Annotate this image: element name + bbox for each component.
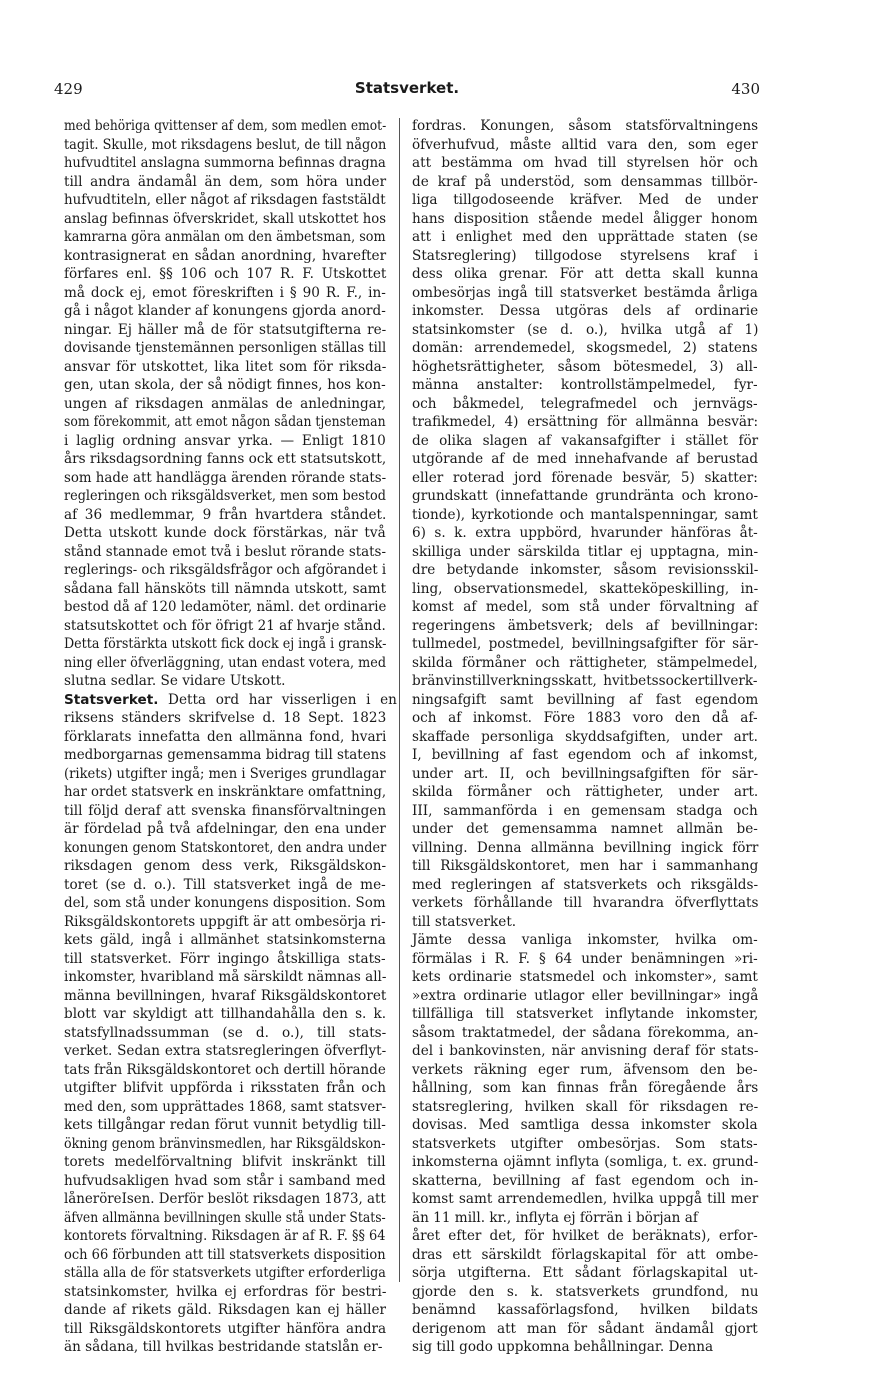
text-line: grundskatt (innefattande grundränta och krono-	[412, 488, 759, 504]
text-line: höghetsrättigheter, såsom bötesmedel, 3) all-	[412, 358, 758, 375]
text-line: I, bevillning af fast egendom och af inkomst,	[412, 747, 758, 763]
text-line: statsutskottet och för öfrigt 21 af hvarje stånd.	[64, 617, 386, 634]
text-line: kamrarna göra anmälan om den ämbetsman, som	[64, 229, 386, 245]
text-line: regleringen och riksgäldsverket, men som bestod	[64, 488, 386, 504]
text-line: kets tillgångar redan förut vunnit betydlig till-	[64, 1117, 386, 1133]
text-line: till följd deraf att svenska finansförvaltningen	[64, 802, 387, 819]
page-header	[54, 80, 760, 100]
text-line: året efter det, för hvilket de beräknats), erfor-	[412, 1228, 758, 1244]
text-line: än sådana, till hvilkas bestridande statslån er-	[64, 1339, 383, 1355]
text-line: ling, observationsmedel, skatteköpeskilling, in-	[412, 580, 759, 597]
text-line: benämnd kassaförlagsfond, hvilken bildats	[412, 1302, 758, 1318]
text-line: skilliga under särskilda titlar ej upptagna, min-	[412, 543, 759, 560]
text-line: ungen af riksdagen anmälas de anledningar,	[64, 395, 387, 412]
text-line: och 66 förbunden att till statsverkets disposition	[64, 1246, 386, 1263]
text-line: villning. Denna allmänna bevillning ingick förr	[412, 839, 759, 856]
text-line: tats från Riksgäldskontoret och dertill hörande	[64, 1061, 386, 1078]
text-line: reglerings- och riksgäldsfrågor och afgörandet i	[64, 562, 387, 578]
text-line: sig till godo uppkomna behållningar. Denna	[412, 1339, 714, 1355]
text-line: som förekommit, att emot någon sådan tjensteman	[64, 414, 386, 430]
text-line: att i enlighet med den upprättade staten (se	[412, 229, 758, 245]
text-line: med behöriga qvittenser af dem, som medlen emot-	[64, 118, 387, 134]
text-line: verkets räkning eger rum, äfvensom den be-	[412, 1061, 758, 1078]
text-line: ställa alla de för statsverkets utgifter erforderliga	[64, 1265, 386, 1281]
text-line: under det gemensamma namnet allmän be-	[412, 821, 758, 837]
text-line: sådana fall hänsköts till nämnda utskott, samt	[64, 580, 387, 597]
text-line: dras ett särskildt förlagskapital för att ombe-	[412, 1246, 759, 1263]
text-line: toret (se d. o.). Till statsverket ingå de me-	[64, 876, 386, 893]
text-line: statsreglering, hvilken skall för riksdagen re-	[412, 1098, 759, 1115]
text-line: ning eller öfverläggning, utan endast votera, med	[64, 654, 386, 671]
text-line: hållning, som kan finnas från föregående års	[412, 1080, 759, 1096]
text-line: statsverkets utgifter ombesörjas. Som stats-	[412, 1135, 758, 1152]
text-line: att bestämma om hvad till styrelsen hör och	[412, 155, 759, 171]
text-line: ningsafgift samt bevillning af fast egendom	[412, 691, 759, 708]
text-line: till Riksgäldskontoret, men har i sammanhang	[412, 858, 759, 874]
text-line: dande af rikets gäld. Riksdagen kan ej häller	[64, 1302, 386, 1318]
text-line: III, sammanförda i en gemensam stadga och	[412, 802, 758, 819]
text-line: under art. II, och bevillningsafgiften för sär-	[412, 765, 759, 782]
text-line: derigenom att man för sådant ändamål gjort	[412, 1320, 758, 1337]
text-line: till Riksgäldskontorets utgifter hänföra andra	[64, 1320, 387, 1337]
text-line: med den, som upprättades 1868, samt statsver-	[64, 1098, 387, 1115]
text-line: skaffade personliga skyddsafgiften, under art.	[412, 728, 758, 745]
text-line: liga tillgodoseende kräfver. Med de under	[412, 192, 759, 208]
text-line: (rikets) utgifter ingå; men i Sveriges grundlagar	[64, 765, 386, 782]
text-line: gen, utan skola, der så nödigt finnes, hos kon-	[64, 377, 386, 393]
text-line: skilda förmåner och rättigheter, under art.	[412, 784, 759, 800]
text-line: gjorde den s. k. statsverkets grundfond, nu	[412, 1283, 759, 1300]
text-line: statsfyllnadssumman (se d. o.), till stats-	[64, 1024, 387, 1041]
text-line: äfven allmänna bevillningen skulle stå under Stats-	[64, 1209, 386, 1226]
text-line: är fördelad på två afdelningar, den ena under	[64, 821, 386, 837]
text-line: skilda förmåner och rättigheter, stämpelmedel,	[412, 654, 758, 671]
text-line: del, som stå under konungens disposition. Som	[64, 895, 386, 911]
text-line: komst samt arrendemedlen, hvilka uppgå till mer	[412, 1191, 759, 1207]
text-line: och båkmedel, telegrafmedel och jernvägs-	[412, 395, 758, 412]
text-line: trafikmedel, 4) ersättning för allmänna besvär:	[412, 414, 759, 430]
text-line: bestod då af 120 ledamöter, näml. det ordinarie	[64, 599, 387, 615]
text-line: kontorets förvaltning. Riksdagen är af R. F. §§ 64	[64, 1228, 386, 1244]
text-line: domän: arrendemedel, skogsmedel, 2) statens	[412, 340, 758, 356]
text-line: stånd stannade emot två i beslut rörande stats-	[64, 543, 386, 560]
text-line: de kraf på understöd, som densammas tillbör-	[412, 173, 758, 190]
text-line: sörja utgifterna. Ett sådant förlagskapital ut-	[412, 1265, 758, 1281]
text-line: kets gäld, ingå i allmänhet statsinkomsterna	[64, 932, 386, 948]
text-line: inkomsterna ojämnt inflyta (somliga, t. ex. grund-	[412, 1154, 759, 1170]
text-line: komst af medel, som stå under förvaltning af	[412, 599, 758, 615]
text-line: tionde), kyrkotionde och mantalspenningar, samt	[412, 506, 758, 523]
text-line: i laglig ordning ansvar yrka. — Enligt 1810	[64, 432, 386, 449]
text-line: öfverhufvud, måste alltid vara den, som eger	[412, 136, 758, 153]
left-column	[64, 117, 397, 1357]
text-line: inkomster. Dessa utgöras dels af ordinarie	[412, 303, 759, 319]
text-line: utgifter blifvit uppförda i riksstaten från och	[64, 1080, 386, 1096]
text-line: torets medelförvaltning blifvit inskränkt till	[64, 1154, 386, 1170]
text-line: till statsverket.	[412, 913, 517, 930]
text-line: verket. Sedan extra statsregleringen öfverflyt-	[64, 1043, 387, 1059]
text-line: med regleringen af statsverkets och riksgälds-	[412, 876, 759, 893]
text-line: riksdagen genom dess verk, Riksgäldskon-	[64, 858, 387, 874]
text-line: ningar. Ej häller må de för statsutgifterna re-	[64, 321, 387, 338]
text-line: ökning genom bränvinsmedlen, har Riksgäldskon-	[64, 1135, 386, 1152]
entry-headword: Statsverket.	[64, 691, 159, 708]
text-line: förmälas i R. F. § 64 under benämningen »ri-	[412, 950, 758, 967]
text-line: regeringens ämbetsverk; dels af bevillningar:	[412, 617, 759, 634]
page-number-right: 430	[731, 80, 760, 98]
text-line: förfares enl. §§ 106 och 107 R. F. Utskottet	[64, 266, 387, 282]
text-line: som hade att handlägga ärenden rörande stats-	[64, 469, 387, 486]
text-line: Statsverket. Detta ord har visserligen i en	[64, 691, 397, 708]
text-line: till andra ändamål än dem, som höra under	[64, 173, 387, 190]
text-line: konungen genom Statskontoret, den andra under	[64, 839, 387, 856]
text-line: hufvudtiteln, eller något af riksdagen faststäldt	[64, 192, 386, 208]
text-line: männa bevillningen, hvaraf Riksgäldskontoret	[64, 987, 387, 1004]
text-line: års riksdagsordning fanns ock ett statsutskott,	[64, 451, 387, 467]
text-line: verkets förhållande till hvarandra öfverflyttats	[412, 895, 759, 911]
text-line: dess olika grenar. För att detta skall kunna	[412, 266, 759, 282]
text-line: tullmedel, postmedel, bevillningsafgifter för sär-	[412, 636, 759, 652]
text-line: statsinkomster, hvilka ej erfordras för bestri-	[64, 1283, 387, 1300]
text-line: »extra ordinarie utlagor eller bevillningar» ingå	[412, 987, 759, 1004]
text-line: fordras. Konungen, såsom statsförvaltningens	[412, 118, 759, 134]
text-line: Statsreglering) tillgodose styrelsens kraf i	[412, 247, 759, 264]
text-line: 6) s. k. extra uppbörd, hvarunder hänföras åt-	[412, 525, 758, 541]
text-line: har ordet statsverk en inskränktare omfattning,	[64, 784, 387, 800]
text-line: bränvinstillverkningsskatt, hvitbetssockertillverk-	[412, 673, 758, 689]
text-line: hufvudtitel anslagna summorna befinnas dragna	[64, 155, 386, 171]
text-line: skatterna, bevillning af fast egendom och in-	[412, 1172, 759, 1189]
text-line: Riksgäldskontorets uppgift är att ombesörja ri-	[64, 913, 386, 930]
text-line: låneröreIsen. Derför beslöt riksdagen 1873, att	[64, 1191, 386, 1207]
text-line: af 36 medlemmar, 9 från hvartdera ståndet.	[64, 506, 387, 523]
text-line: del i bankovinsten, när anvisning deraf för stats-	[412, 1043, 759, 1059]
text-line: kets ordinarie statsmedel och inkomster», samt	[412, 969, 758, 985]
text-line: gå i något klander af konungens gjorda anord-	[64, 303, 386, 319]
text-line: blott var skyldigt att tillhandahålla den s. k.	[64, 1006, 387, 1022]
text-line: än 11 mill. kr., inflyta ej förrän i början af	[412, 1209, 698, 1226]
text-line: Detta utskott kunde dock förstärkas, när två	[64, 525, 386, 541]
text-line: ansvar för utskottet, lika litet som för riksda-	[64, 358, 387, 375]
text-line: ombesörjas ingå till statsverket bestämda årliga	[412, 284, 758, 301]
column-divider	[399, 118, 400, 1282]
text-line: männa anstalter: kontrollstämpelmedel, fyr-	[412, 377, 758, 393]
text-line: utgörande af de med innehafvande af berustad	[412, 451, 759, 467]
text-line: förklarats innefatta den allmänna fond, hvari	[64, 728, 387, 745]
text-line: må dock ej, emot föreskriften i § 90 R. F., in-	[64, 284, 386, 301]
text-line: Detta förstärkta utskott fick dock ej ingå i gransk-	[64, 636, 387, 652]
page-number-left: 429	[54, 80, 83, 98]
text-line: tagit. Skulle, mot riksdagens beslut, de till någon	[64, 136, 387, 153]
text-line: dovisande tjenstemännen personligen ställas till	[64, 340, 387, 356]
text-line: såsom traktatmedel, der sådana förekomma, an-	[412, 1024, 759, 1041]
text-line: och af inkomst. Före 1883 voro den då af-	[412, 710, 758, 726]
text-line: kontrasignerat en sådan anordning, hvarefter	[64, 247, 387, 264]
text-line: medborgarnas gemensamma bidrag till statens	[64, 747, 387, 763]
text-line: statsinkomster (se d. o.), hvilka utgå af 1)	[412, 321, 759, 338]
running-title: Statsverket.	[354, 79, 460, 97]
text-line: eller roterad jord förenade besvär, 5) skatter:	[412, 469, 758, 486]
text-line: dre betydande inkomster, såsom revisionsskil-	[412, 562, 759, 578]
text-line: dovisas. Med samtliga dessa inkomster skola	[412, 1117, 758, 1133]
text-line: Jämte dessa vanliga inkomster, hvilka om-	[412, 932, 758, 948]
text-line: till statsverket. Förr ingingo åtskilliga stats-	[64, 950, 386, 967]
text-line: riksens ständers skrifvelse d. 18 Sept. 1823	[64, 710, 387, 726]
text-line: inkomster, hvaribland må särskildt nämnas all-	[64, 969, 387, 985]
text-line: hufvudsakligen hvad som står i samband med	[64, 1172, 386, 1189]
right-column	[412, 117, 758, 1357]
text-line: anslag befinnas öfverskridet, skall utskottet hos	[64, 210, 387, 227]
text-line: slutna sedlar. Se vidare Utskott.	[64, 673, 286, 689]
text-line: de olika slagen af vakansafgifter i stället för	[412, 432, 759, 449]
text-line: hans disposition stående medel åligger honom	[412, 210, 758, 227]
text-line: tillfälliga till statsverket inflytande inkomster,	[412, 1006, 759, 1022]
